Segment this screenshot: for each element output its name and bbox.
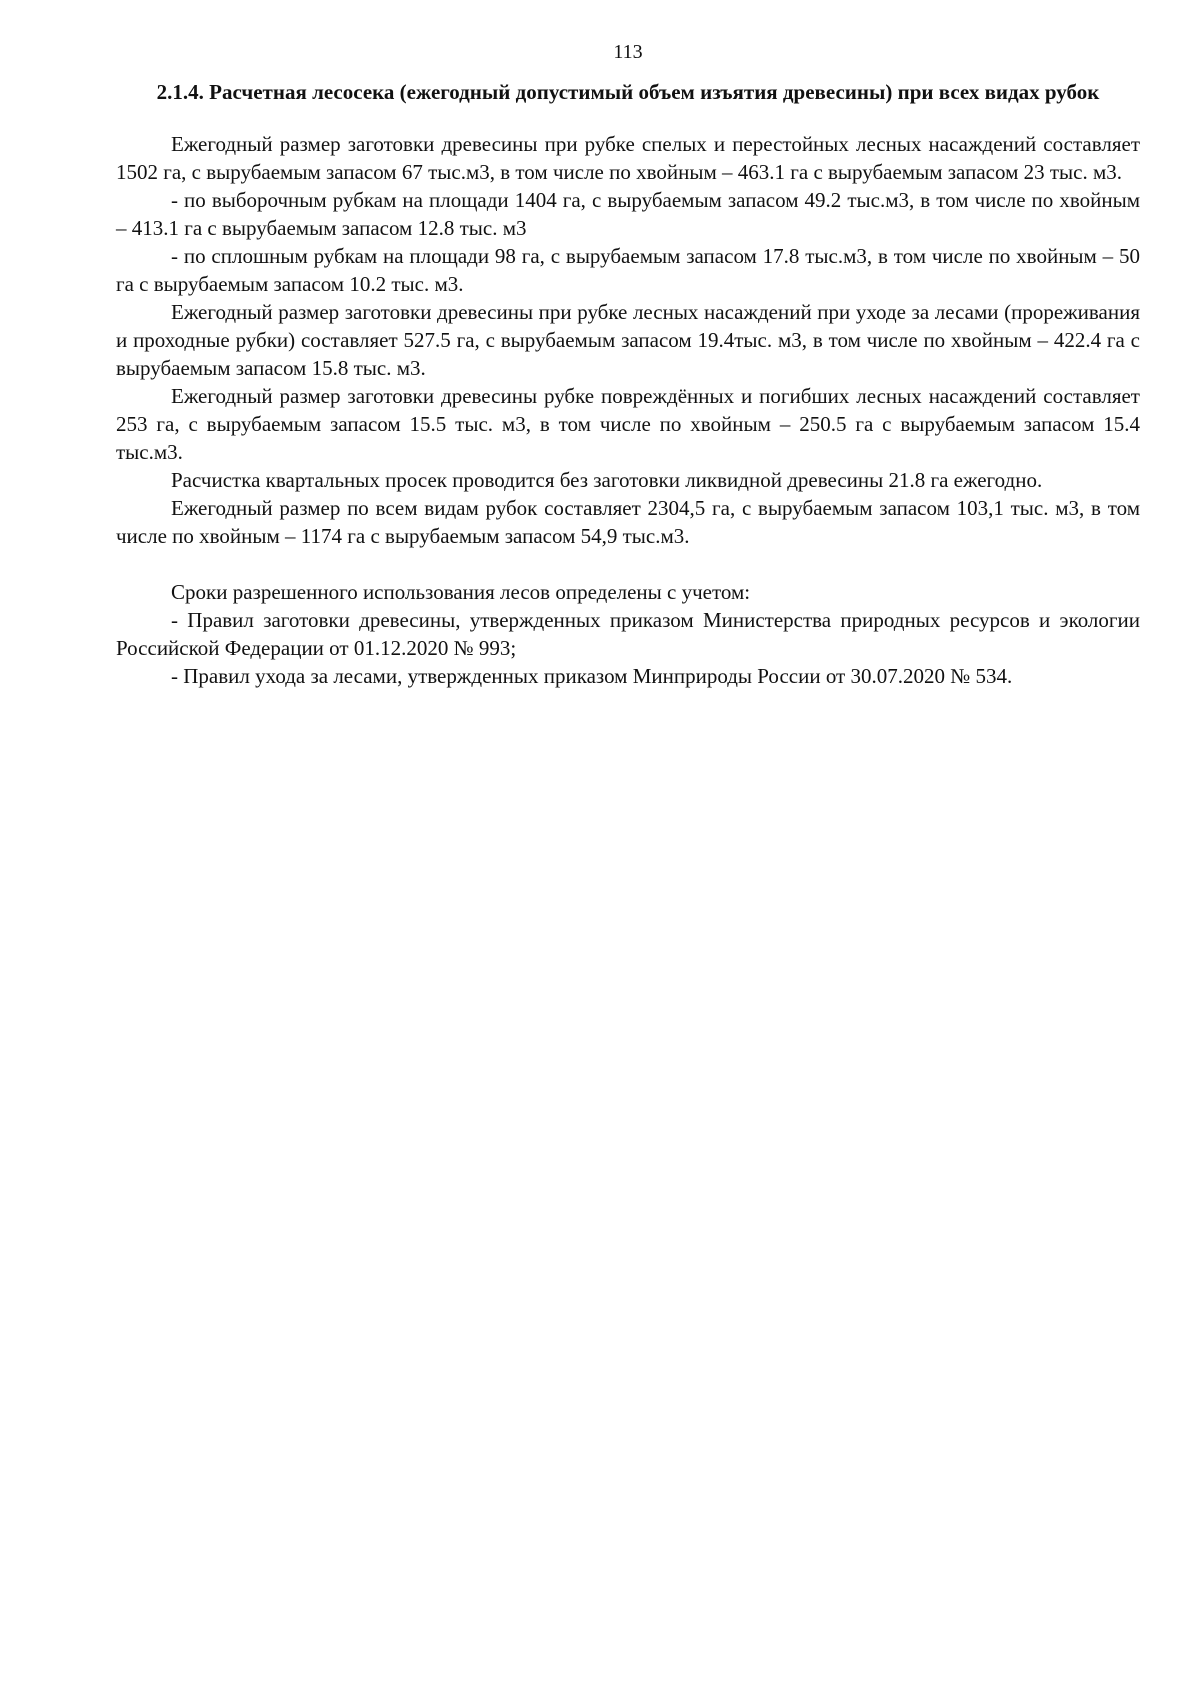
- paragraph-mature-stands: Ежегодный размер заготовки древесины при рубке спелых и перестойных лесных насаждений составляет 1502 га, с вырубаемым запасом 67 тыс.м3, в том числе по хвойным – 463.1 га с вырубаемым запасом 23 тыс. м3.: [116, 132, 1140, 184]
- paragraph-total: Ежегодный размер по всем видам рубок составляет 2304,5 га, с вырубаемым запасом 103,1 тыс. м3, в том числе по хвойным – 1174 га с вырубаемым запасом 54,9 тыс.м3.: [116, 496, 1140, 548]
- paragraph-selective-cutting: - по выборочным рубкам на площади 1404 га, с вырубаемым запасом 49.2 тыс.м3, в том числе по хвойным – 413.1 га с вырубаемым запасом 12.8 тыс. м3: [116, 188, 1140, 240]
- terms-item-care-rules: - Правил ухода за лесами, утвержденных приказом Минприроды России от 30.07.2020 № 534.: [171, 664, 1013, 688]
- allowable-cut-section: [116, 130, 1140, 550]
- page-number: 113: [613, 41, 643, 63]
- paragraph-clear-cutting: - по сплошным рубкам на площади 98 га, с вырубаемым запасом 17.8 тыс.м3, в том числе по хвойным – 50 га с вырубаемым запасом 10.2 тыс. м3.: [116, 244, 1140, 296]
- terms-item-harvest-rules: - Правил заготовки древесины, утвержденных приказом Министерства природных ресурсов и экологии Российской Федерации от 01.12.2020 № 993;: [116, 608, 1140, 660]
- paragraph-clearing: Расчистка квартальных просек проводится без заготовки ликвидной древесины 21.8 га ежегодно.: [171, 468, 1043, 492]
- terms-intro: Сроки разрешенного использования лесов определены с учетом:: [171, 580, 751, 604]
- spacer: [116, 550, 1140, 578]
- paragraph-damaged-stands: Ежегодный размер заготовки древесины рубке повреждённых и погибших лесных насаждений составляет 253 га, с вырубаемым запасом 15.5 тыс. м3, в том числе по хвойным – 250.5 га с вырубаемым запасом 15.4 тыс.м3.: [116, 384, 1140, 464]
- paragraph-thinning: Ежегодный размер заготовки древесины при рубке лесных насаждений при уходе за лесами (прореживания и проходные рубки) составляет 527.5 га, с вырубаемым запасом 19.4тыс. м3, в том числе по хвойным – 422.4 га с вырубаемым запасом 15.8 тыс. м3.: [116, 300, 1140, 380]
- section-title: 2.1.4. Расчетная лесосека (ежегодный допустимый объем изъятия древесины) при всех видах рубок: [156, 80, 1100, 104]
- terms-section: [116, 578, 1140, 690]
